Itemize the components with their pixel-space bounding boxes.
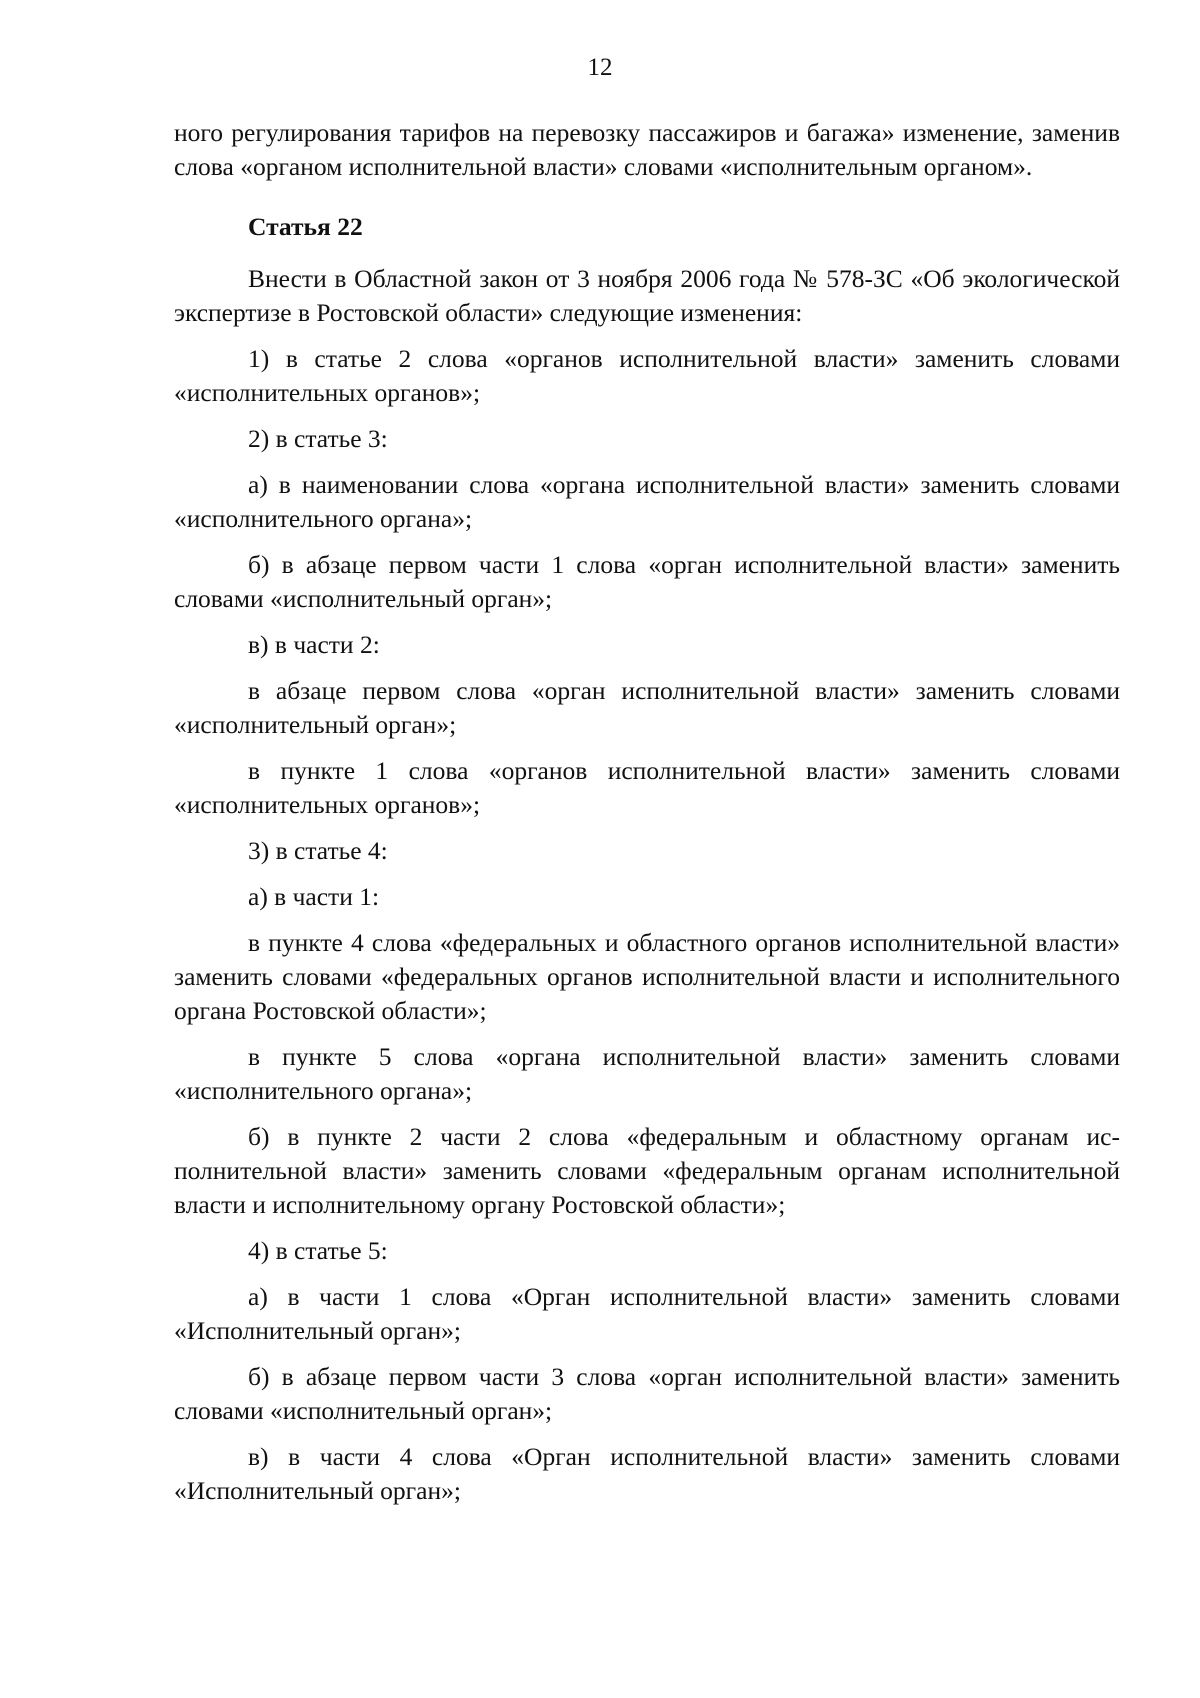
paragraph-2: 1) в статье 2 слова «органов исполнительной власти» заменить словами «исполнительных органов»; xyxy=(174,344,1120,407)
paragraph-6: в) в части 2: xyxy=(248,630,380,659)
paragraph-8: в пункте 1 слова «органов исполнительной власти» заменить словами «исполнительных органов»; xyxy=(174,756,1120,819)
paragraph-11: в пункте 4 слова «федеральных и областного органов исполнительной власти» заменить словами «федеральных органов исполнительной власти и исполнительного органа Ростовской области»; xyxy=(174,928,1120,1025)
paragraph-17: в) в части 4 слова «Орган исполнительной власти» заменить словами «Исполнительный орган»; xyxy=(174,1442,1120,1505)
paragraph-4: а) в наименовании слова «органа исполнительной власти» заменить словами «исполнительного органа»; xyxy=(174,470,1120,533)
paragraph-15: а) в части 1 слова «Орган исполнительной власти» заменить словами «Исполнительный орган»; xyxy=(174,1282,1120,1345)
paragraph-13: б) в пункте 2 части 2 слова «федеральным и областному органам исполнительной власти» заменить словами «федеральным органам исполнительной власти и исполнительному органу Ростовской области»; xyxy=(174,1122,1120,1219)
paragraph-16: б) в абзаце первом части 3 слова «орган исполнительной власти» заменить словами «исполнительный орган»; xyxy=(174,1362,1120,1425)
paragraph-10: а) в части 1: xyxy=(248,882,380,911)
paragraph-1: Внести в Областной закон от 3 ноября 2006 года № 578-ЗС «Об экологической экспертизе в Ростовской области» следующие изменения: xyxy=(174,264,1120,327)
article-heading: Статья 22 xyxy=(248,212,363,241)
paragraph-12: в пункте 5 слова «органа исполнительной власти» заменить словами «исполнительного органа»; xyxy=(174,1042,1120,1105)
intro-paragraph: ного регулирования тарифов на перевозку пассажиров и багажа» изменение, заменив слова «органом исполнительной власти» словами «исполнительным органом». xyxy=(174,118,1120,181)
paragraph-9: 3) в статье 4: xyxy=(248,836,388,865)
document-body xyxy=(174,116,1120,1520)
paragraph-14: 4) в статье 5: xyxy=(248,1236,388,1265)
paragraph-5: б) в абзаце первом части 1 слова «орган исполнительной власти» заменить словами «исполнительный орган»; xyxy=(174,550,1120,613)
paragraph-3: 2) в статье 3: xyxy=(248,424,388,453)
page-number: 12 xyxy=(587,54,613,81)
paragraph-7: в абзаце первом слова «орган исполнительной власти» заменить словами «исполнительный орган»; xyxy=(174,676,1120,739)
